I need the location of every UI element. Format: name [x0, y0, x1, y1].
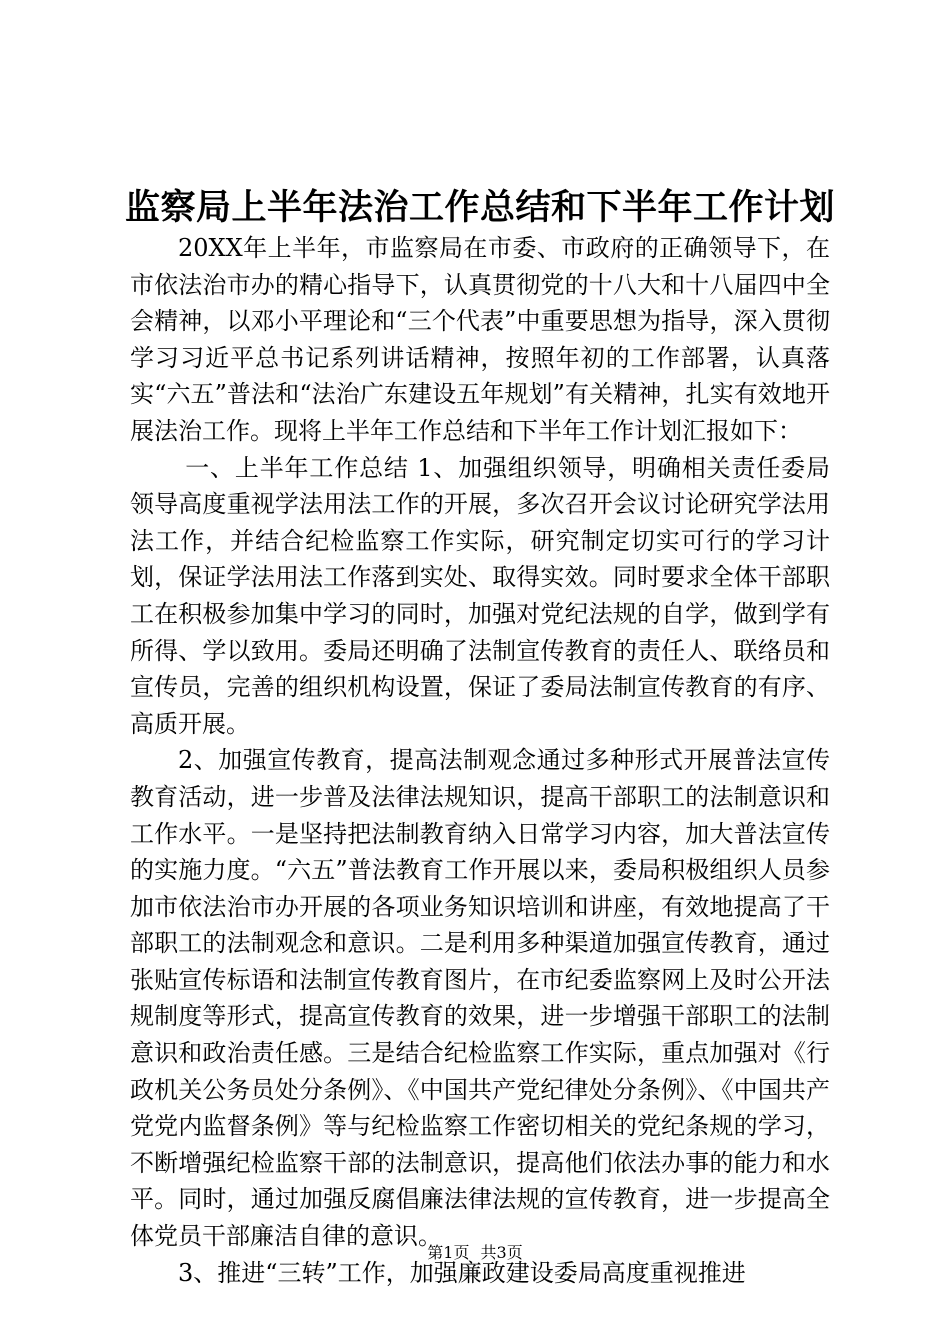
- document-body: [130, 230, 830, 1291]
- page-footer: [0, 1242, 950, 1264]
- page-number-current: 第1页: [427, 1243, 470, 1262]
- page-number-total: 共3页: [480, 1243, 523, 1262]
- paragraph-section-3: 3、推进“三转”工作，加强廉政建设委局高度重视推进: [178, 1258, 746, 1287]
- paragraph-section-2: 2、加强宣传教育，提高法制观念通过多种形式开展普法宣传教育活动，进一步普及法律法规知识，提高干部职工的法制意识和工作水平。一是坚持把法制教育纳入日常学习内容，加大普法宣传的实施力度。“六五”普法教育工作开展以来，委局积极组织人员参加市依法治市办开展的各项业务知识培训和讲座，有效地提高了干部职工的法制观念和意识。二是利用多种渠道加强宣传教育，通过张贴宣传标语和法制宣传教育图片，在市纪委监察网上及时公开法规制度等形式，提高宣传教育的效果，进一步增强干部职工的法制意识和政治责任感。三是结合纪检监察工作实际，重点加强对《行政机关公务员处分条例》、《中国共产党纪律处分条例》、《中国共产党党内监督条例》等与纪检监察工作密切相关的党纪条规的学习，不断增强纪检监察干部的法制意识，提高他们依法办事的能力和水平。同时，通过加强反腐倡廉法律法规的宣传教育，进一步提高全体党员干部廉洁自律的意识。: [130, 746, 830, 1251]
- document-title: 监察局上半年法治工作总结和下半年工作计划: [124, 187, 835, 228]
- paragraph-intro: 20XX年上半年，市监察局在市委、市政府的正确领导下，在市依法治市办的精心指导下，认真贯彻党的十八大和十八届四中全会精神，以邓小平理论和“三个代表”中重要思想为指导，深入贯彻学习习近平总书记系列讲话精神，按照年初的工作部署，认真落实“六五”普法和“法治广东建设五年规划”有关精神，扎实有效地开展法治工作。现将上半年工作总结和下半年工作计划汇报如下：: [130, 234, 830, 445]
- paragraph-section-1: 一、上半年工作总结 1、加强组织领导，明确相关责任委局领导高度重视学法用法工作的开展，多次召开会议讨论研究学法用法工作，并结合纪检监察工作实际，研究制定切实可行的学习计划，保证学法用法工作落到实处、取得实效。同时要求全体干部职工在积极参加集中学习的同时，加强对党纪法规的自学，做到学有所得、学以致用。委局还明确了法制宣传教育的责任人、联络员和宣传员，完善的组织机构设置，保证了委局法制宣传教育的有序、高质开展。: [130, 453, 830, 738]
